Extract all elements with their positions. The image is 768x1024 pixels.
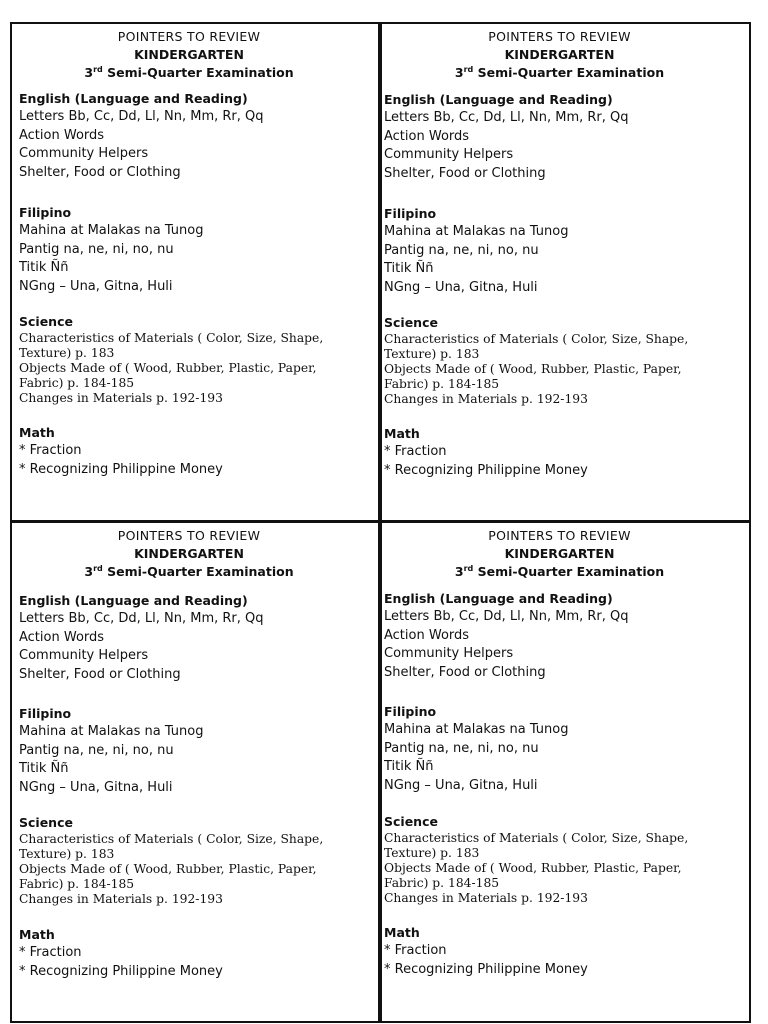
list-item: Community Helpers	[384, 646, 514, 661]
list-item: Action Words	[19, 629, 105, 645]
science-section	[384, 813, 745, 906]
math-section	[384, 924, 745, 979]
section-title: Filipino	[19, 205, 72, 220]
list-item: Pantig na, ne, ni, no, nu	[19, 742, 174, 758]
list-item: Shelter, Food or Clothing	[19, 164, 181, 180]
section-title: Math	[384, 925, 420, 940]
filipino-section	[384, 205, 745, 297]
list-item: Pantig na, ne, ni, no, nu	[384, 740, 539, 756]
grade-level: KINDERGARTEN	[504, 546, 615, 561]
list-item: Characteristics of Materials ( Color, Size, Shape,	[384, 332, 689, 346]
list-item: Objects Made of ( Wood, Rubber, Plastic, Paper,	[384, 362, 682, 376]
english-section	[19, 90, 374, 182]
list-item: Fabric) p. 184-185	[19, 376, 135, 390]
list-item: Objects Made of ( Wood, Rubber, Plastic, Paper,	[19, 361, 317, 375]
list-item: Texture) p. 183	[384, 846, 480, 860]
list-item: Mahina at Malakas na Tunog	[19, 223, 204, 238]
list-item: Action Words	[384, 128, 470, 144]
section-title: Filipino	[384, 206, 437, 221]
list-item: Texture) p. 183	[19, 346, 115, 360]
filipino-section	[19, 705, 374, 797]
list-item: Letters Bb, Cc, Dd, Ll, Nn, Mm, Rr, Qq	[19, 109, 264, 124]
list-item: Titik Ññ	[384, 759, 434, 774]
review-card-bottom-left	[10, 521, 380, 1023]
list-item: Shelter, Food or Clothing	[19, 666, 181, 682]
list-item: Mahina at Malakas na Tunog	[384, 224, 569, 239]
list-item: NGng – Una, Gitna, Huli	[19, 278, 173, 294]
section-title: Filipino	[19, 706, 72, 721]
card-title: POINTERS TO REVIEW	[117, 29, 261, 44]
english-section	[384, 91, 745, 183]
grade-level: KINDERGARTEN	[504, 47, 615, 62]
science-section	[19, 814, 374, 907]
list-item: Letters Bb, Cc, Dd, Ll, Nn, Mm, Rr, Qq	[384, 110, 629, 125]
review-card-top-left	[10, 22, 380, 522]
section-title: Science	[384, 315, 438, 330]
list-item: * Fraction	[19, 443, 82, 458]
science-section	[384, 314, 745, 407]
list-item: Pantig na, ne, ni, no, nu	[384, 242, 539, 258]
grade-level: KINDERGARTEN	[134, 47, 244, 62]
section-title: English (Language and Reading)	[384, 591, 613, 606]
list-item: Letters Bb, Cc, Dd, Ll, Nn, Mm, Rr, Qq	[19, 611, 264, 626]
exam-name: 3rd Semi-Quarter Examination	[454, 65, 665, 80]
list-item: Fabric) p. 184-185	[384, 377, 500, 391]
list-item: * Recognizing Philippine Money	[19, 963, 223, 979]
list-item: Texture) p. 183	[19, 847, 115, 861]
list-item: * Fraction	[384, 444, 447, 459]
list-item: Characteristics of Materials ( Color, Size, Shape,	[19, 832, 324, 846]
math-section	[19, 926, 374, 981]
list-item: Changes in Materials p. 192-193	[384, 392, 588, 406]
section-title: Filipino	[384, 704, 437, 719]
card-header	[382, 527, 749, 581]
english-section	[19, 592, 374, 684]
card-title: POINTERS TO REVIEW	[488, 528, 631, 543]
list-item: Changes in Materials p. 192-193	[19, 892, 223, 906]
list-item: * Recognizing Philippine Money	[384, 462, 588, 478]
card-header	[12, 28, 378, 82]
card-header	[12, 527, 378, 581]
list-item: * Recognizing Philippine Money	[19, 461, 223, 477]
section-title: Math	[384, 426, 420, 441]
list-item: Mahina at Malakas na Tunog	[384, 722, 569, 737]
math-section	[384, 425, 745, 480]
grade-level: KINDERGARTEN	[134, 546, 244, 561]
section-title: Science	[384, 814, 438, 829]
list-item: NGng – Una, Gitna, Huli	[384, 777, 538, 793]
list-item: Fabric) p. 184-185	[19, 877, 135, 891]
section-title: Math	[19, 927, 55, 942]
list-item: Characteristics of Materials ( Color, Size, Shape,	[19, 331, 324, 345]
review-card-bottom-right	[380, 521, 751, 1023]
list-item: Titik Ññ	[19, 761, 69, 776]
section-title: English (Language and Reading)	[19, 91, 248, 106]
list-item: Characteristics of Materials ( Color, Size, Shape,	[384, 831, 689, 845]
list-item: Action Words	[19, 127, 105, 143]
section-title: Science	[19, 815, 73, 830]
list-item: Titik Ññ	[19, 260, 69, 275]
section-title: English (Language and Reading)	[19, 593, 248, 608]
list-item: NGng – Una, Gitna, Huli	[384, 279, 538, 295]
list-item: * Fraction	[384, 943, 447, 958]
list-item: Objects Made of ( Wood, Rubber, Plastic, Paper,	[384, 861, 682, 875]
list-item: Objects Made of ( Wood, Rubber, Plastic, Paper,	[19, 862, 317, 876]
card-title: POINTERS TO REVIEW	[117, 528, 261, 543]
list-item: Community Helpers	[384, 147, 514, 162]
list-item: * Recognizing Philippine Money	[384, 961, 588, 977]
list-item: Letters Bb, Cc, Dd, Ll, Nn, Mm, Rr, Qq	[384, 609, 629, 624]
section-title: Math	[19, 425, 55, 440]
list-item: Community Helpers	[19, 648, 149, 663]
list-item: Changes in Materials p. 192-193	[19, 391, 223, 405]
exam-name: 3rd Semi-Quarter Examination	[454, 564, 665, 579]
section-title: English (Language and Reading)	[384, 92, 613, 107]
list-item: Mahina at Malakas na Tunog	[19, 724, 204, 739]
filipino-section	[19, 204, 374, 296]
list-item: NGng – Una, Gitna, Huli	[19, 779, 173, 795]
list-item: Shelter, Food or Clothing	[384, 165, 546, 181]
list-item: Action Words	[384, 627, 470, 643]
list-item: * Fraction	[19, 945, 82, 960]
exam-name: 3rd Semi-Quarter Examination	[84, 564, 294, 579]
section-title: Science	[19, 314, 73, 329]
list-item: Pantig na, ne, ni, no, nu	[19, 241, 174, 257]
list-item: Community Helpers	[19, 146, 149, 161]
exam-name: 3rd Semi-Quarter Examination	[84, 65, 294, 80]
list-item: Shelter, Food or Clothing	[384, 664, 546, 680]
list-item: Fabric) p. 184-185	[384, 876, 500, 890]
list-item: Texture) p. 183	[384, 347, 480, 361]
card-title: POINTERS TO REVIEW	[488, 29, 631, 44]
review-card-top-right	[380, 22, 751, 522]
filipino-section	[384, 703, 745, 795]
list-item: Titik Ññ	[384, 261, 434, 276]
english-section	[384, 590, 745, 682]
math-section	[19, 424, 374, 479]
card-header	[382, 28, 749, 82]
science-section	[19, 313, 374, 406]
list-item: Changes in Materials p. 192-193	[384, 891, 588, 905]
